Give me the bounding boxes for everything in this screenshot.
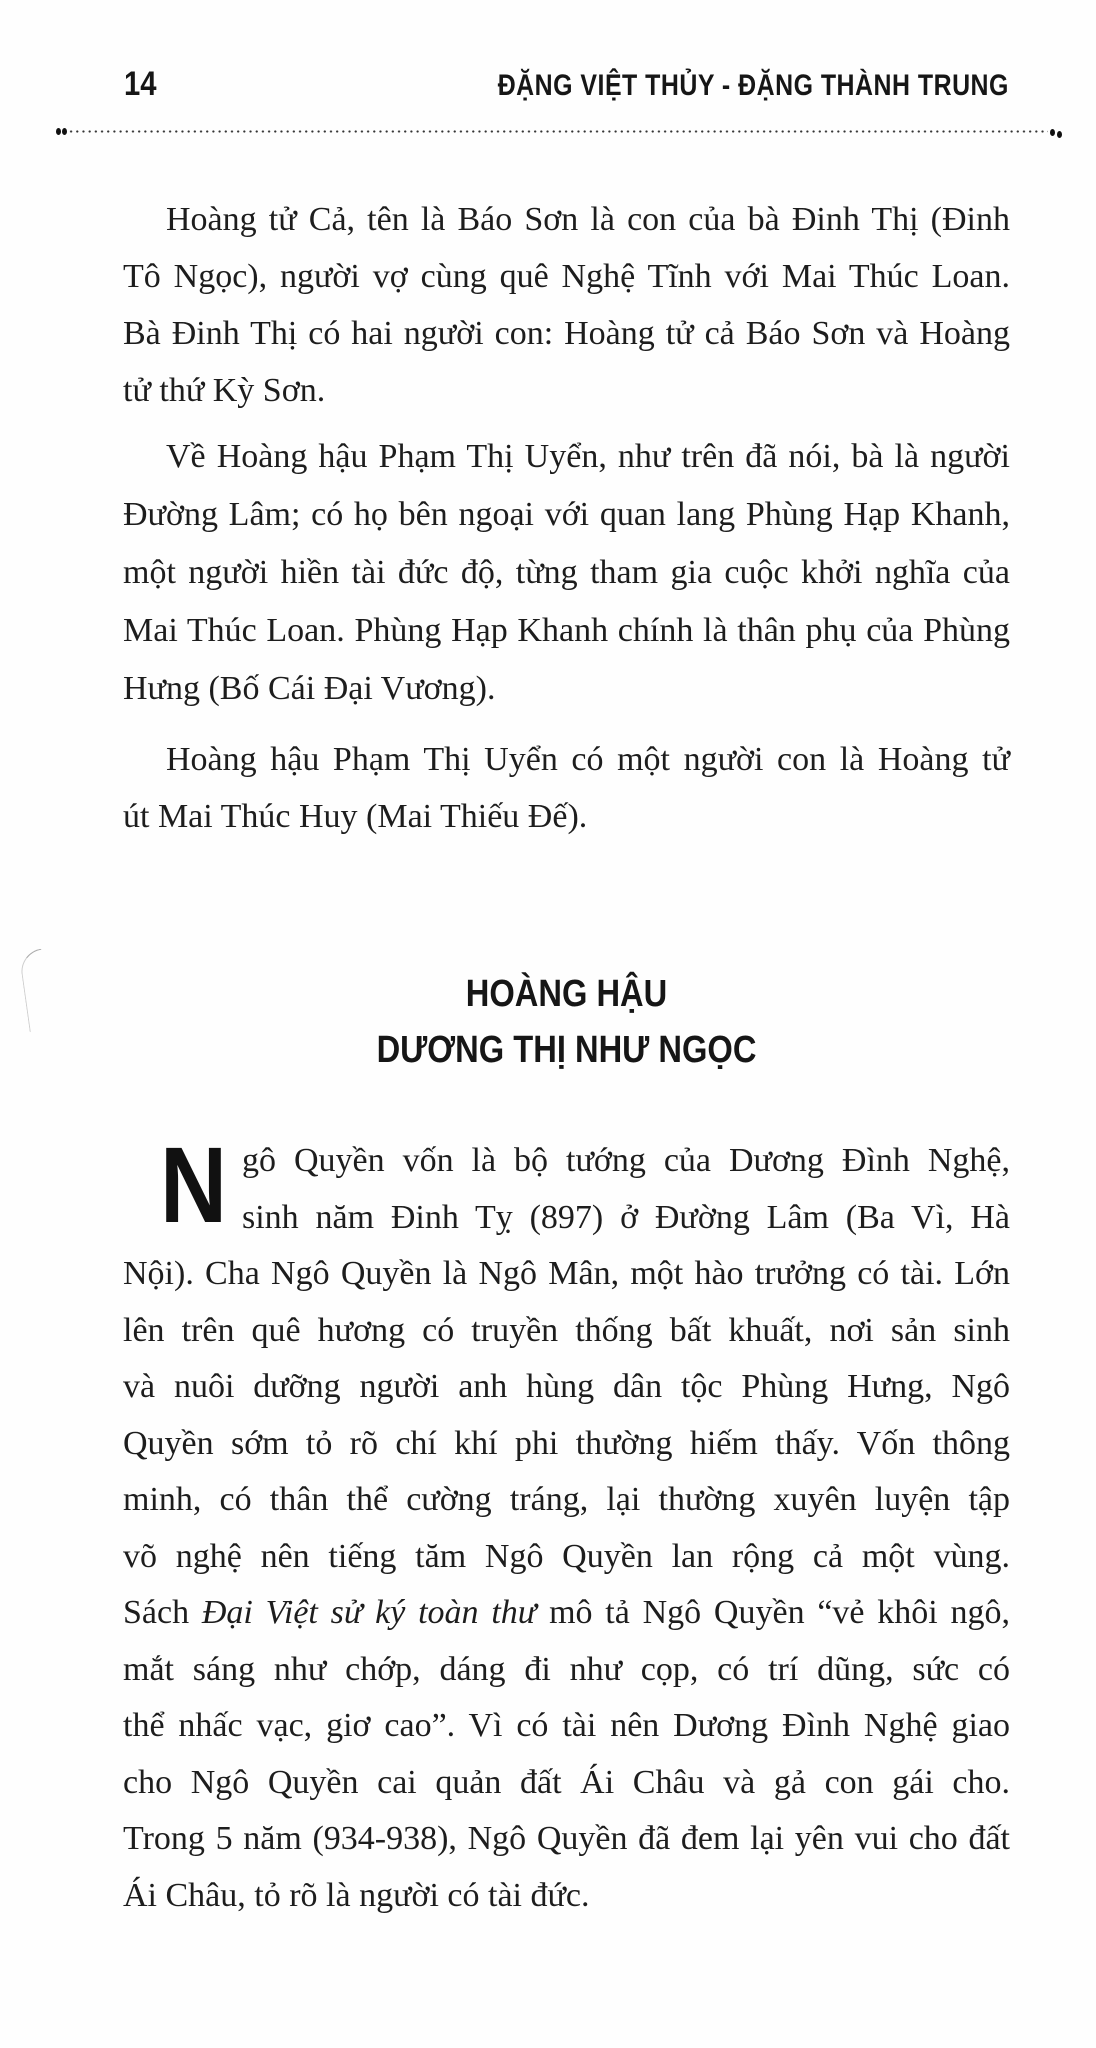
text-line: Hoàng tử Cả, tên là Báo Sơn là con của bà Đinh Thị (Đinh bbox=[166, 201, 1010, 238]
paragraph-con-hoang-hau bbox=[123, 731, 1010, 845]
text-line: Mai Thúc Loan. Phùng Hạp Khanh chính là thân phụ của Phùng bbox=[123, 612, 1010, 649]
text-line: Ái Châu, tỏ rõ là người có tài đức. bbox=[123, 1876, 590, 1914]
text-line: Nội). Cha Ngô Quyền là Ngô Mân, một hào trưởng có tài. Lớn bbox=[123, 1255, 1010, 1292]
text-line: Hoàng hậu Phạm Thị Uyển có một người con là Hoàng tử bbox=[166, 741, 1010, 778]
text-segment: Sách bbox=[123, 1594, 202, 1631]
rule-end-dot-left bbox=[56, 128, 61, 135]
paragraph-pham-thi-uyen bbox=[123, 428, 1010, 718]
section-title-line-2: DƯƠNG THỊ NHƯ NGỌC bbox=[376, 1029, 757, 1071]
text-line: thể nhấc vạc, giơ cao”. Vì có tài nên Dương Đình Nghệ giao bbox=[123, 1707, 1010, 1744]
rule-dots bbox=[68, 130, 1048, 133]
text-line: một người hiền tài đức độ, từng tham gia cuộc khởi nghĩa của bbox=[123, 554, 1010, 591]
rule-end-dot-left-2 bbox=[62, 128, 67, 135]
text-line: Tô Ngọc), người vợ cùng quê Nghệ Tĩnh với Mai Thúc Loan. bbox=[123, 258, 1010, 295]
section-title-line-1: HOÀNG HẬU bbox=[465, 973, 668, 1015]
text-line: và nuôi dưỡng người anh hùng dân tộc Phùng Hưng, Ngô bbox=[123, 1368, 1010, 1405]
page-number: 14 bbox=[124, 65, 157, 103]
text-line: Bà Đinh Thị có hai người con: Hoàng tử cả Báo Sơn và Hoàng bbox=[123, 315, 1010, 352]
section-title bbox=[123, 966, 1010, 1078]
rule-end-dot-right bbox=[1050, 129, 1055, 136]
rule-end-dot-right-2 bbox=[1057, 131, 1062, 138]
text-line: Hưng (Bố Cái Đại Vương). bbox=[123, 670, 496, 707]
text-line: gô Quyền vốn là bộ tướng của Dương Đình Nghệ, bbox=[242, 1142, 1010, 1179]
text-line: Đường Lâm; có họ bên ngoại với quan lang Phùng Hạp Khanh, bbox=[123, 496, 1010, 533]
text-line-with-book-title bbox=[123, 1585, 1010, 1642]
text-line: mắt sáng như chớp, dáng đi như cọp, có trí dũng, sức có bbox=[123, 1650, 1010, 1688]
text-line: Trong 5 năm (934-938), Ngô Quyền đã đem lại yên vui cho đất bbox=[123, 1820, 1010, 1857]
text-line: minh, có thân thể cường tráng, lại thường xuyên luyện tập bbox=[123, 1481, 1010, 1518]
running-head-authors: ĐẶNG VIỆT THỦY - ĐẶNG THÀNH TRUNG bbox=[497, 69, 1009, 102]
text-line: Quyền sớm tỏ rõ chí khí phi thường hiếm thấy. Vốn thông bbox=[123, 1424, 1010, 1462]
text-line: út Mai Thúc Huy (Mai Thiếu Đế). bbox=[123, 798, 588, 835]
text-line: sinh năm Đinh Tỵ (897) ở Đường Lâm (Ba Vì, Hà bbox=[242, 1198, 1010, 1236]
text-line: lên trên quê hương có truyền thống bất khuất, nơi sản sinh bbox=[123, 1311, 1010, 1349]
text-segment: mô tả Ngô Quyền “vẻ khôi ngô, bbox=[536, 1594, 1011, 1631]
scan-artifact bbox=[18, 949, 52, 1032]
text-line: cho Ngô Quyền cai quản đất Ái Châu và gả con gái cho. bbox=[123, 1763, 1010, 1801]
dotted-header-rule bbox=[56, 128, 1062, 134]
paragraph-ngo-quyen bbox=[123, 1124, 1011, 1924]
paragraph-hoang-tu-ca bbox=[123, 191, 1010, 419]
text-line: tử thứ Kỳ Sơn. bbox=[123, 372, 326, 409]
book-title-italic: Đại Việt sử ký toàn thư bbox=[201, 1594, 537, 1631]
text-line: Về Hoàng hậu Phạm Thị Uyển, như trên đã nói, bà là người bbox=[166, 438, 1010, 475]
text-line: võ nghệ nên tiếng tăm Ngô Quyền lan rộng cả một vùng. bbox=[123, 1537, 1010, 1575]
drop-cap-letter: N bbox=[160, 1124, 228, 1245]
